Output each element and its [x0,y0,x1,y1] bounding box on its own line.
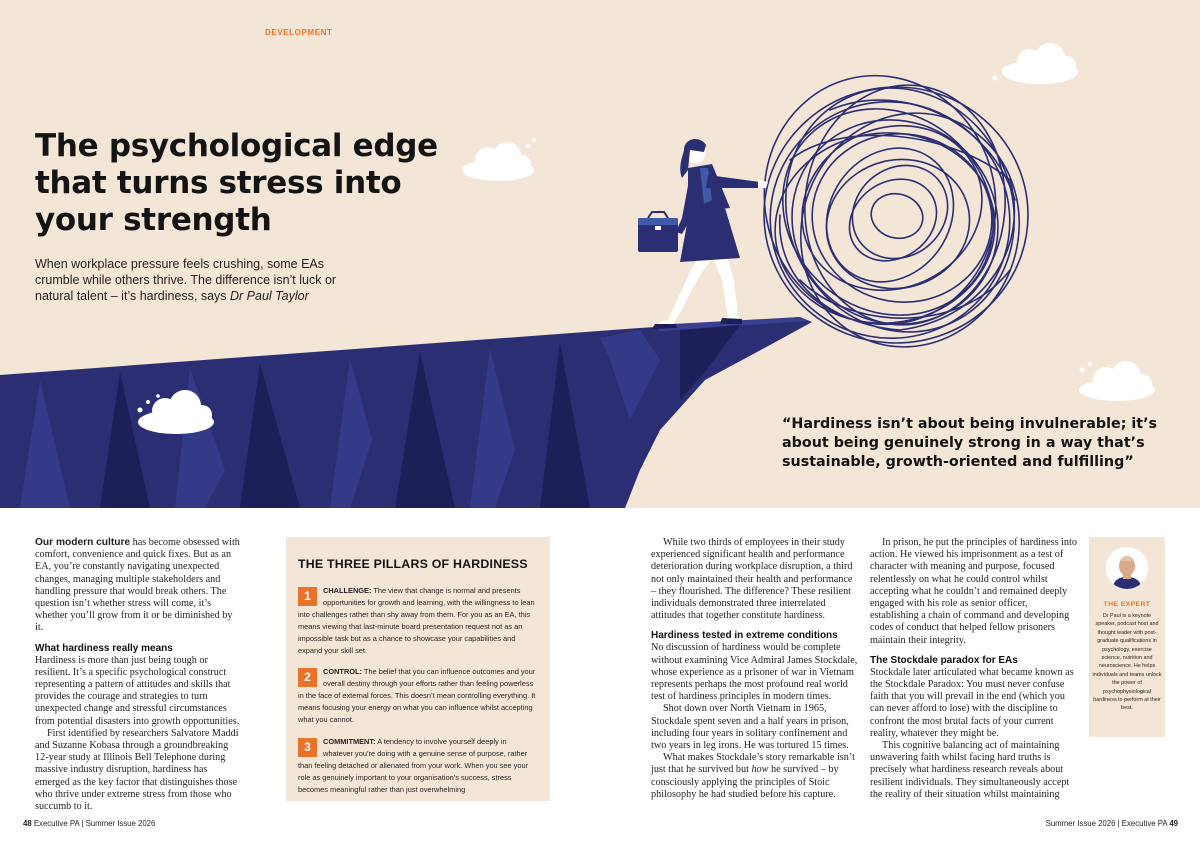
body-paragraph: No discussion of hardiness would be complete without examining Vice Admiral James Stockdale, whose experience as a prisoner of war in Vietnam represents perhaps the most profound real world test of hardiness principles in modern times. [651,642,858,703]
subheading-extreme-conditions: Hardiness tested in extreme conditions [651,630,838,642]
folio-right: Summer Issue 2026 | Executive PA 49 [1045,819,1178,828]
pillar-commitment: 3 COMMITMENT: A tendency to involve yourself deeply in whatever you’re doing with a genuine sense of purpose, rather than feeling detached or alienated from your work. When you see your role as genuinely important to your organisation’s success, stress becomes meaningful rather than just overwhelming [298,736,529,794]
pillars-box-title: THE THREE PILLARS OF HARDINESS [298,557,528,571]
lead-in: Our modern culture [35,537,131,548]
folio-left: 48 Executive PA | Summer Issue 2026 [23,819,156,828]
pillar-number: 1 [298,587,317,606]
intro-paragraph: Our modern culture has become obsessed with comfort, convenience and quick fixes. But as an EA, you’re constantly navigating unexpected changes, managing multiple stakeholders and handling pressure that would break others. The question isn’t whether stress will come, it’s whether you’ll grow from it or be diminished by it. [35,537,240,634]
pillar-number: 3 [298,738,317,757]
body-paragraph: While two thirds of employees in their study experienced significant health and performance deterioration during workplace disruption, a third not only maintained their health and performance – they flourished. The difference? These resilient individuals demonstrated three interrelated attitudes that together constitute hardiness. [651,537,853,622]
body-paragraph: Hardiness is more than just being tough or resilient. It’s a specific psychological construct representing a pattern of attitudes and skills that provides the courage and strategies to turn unexpected change and stressful circumstances from potential disasters into growth opportunities. [35,654,240,727]
body-column-3 [651,537,859,801]
standfirst-author: Dr Paul Taylor [230,289,309,303]
cloud-icon [993,43,1079,84]
headline: The psychological edge that turns stress into your strength [35,128,438,238]
section-tag: DEVELOPMENT [265,28,333,37]
pull-quote: “Hardiness isn’t about being invulnerable; it’s about being genuinely strong in a way that’s sustainable, growth-oriented and fulfilling” [782,416,1158,470]
body-paragraph: In prison, he put the principles of hardiness into action. He viewed his imprisonment as a test of character with meaning and purpose, focused relentlessly on what he could control whilst accepting what he couldn’t and remained deeply engaged with his role as senior officer, establishing a chain of command and developing codes of conduct that helped fellow prisoners maintain their integrity. [870,537,1077,646]
body-paragraph: What makes Stockdale’s story remarkable isn’t just that he survived but how he survived – by consciously applying the principles of Stoic philosophy he had studied before his capture. [651,752,855,800]
pillars-box [286,537,550,801]
pillar-challenge: 1 CHALLENGE: The view that change is normal and presents opportunities for growth and learning, with the willingness to lean into challenges rather than shy away from them. For you as an EA, this means viewing that last-minute board presentation request not as an impossible task but as a chance to showcase your capabilities and expand your skill set. [298,586,535,655]
standfirst [35,256,365,304]
cloud-icon [1079,361,1155,401]
expert-title: THE EXPERT [1103,601,1151,608]
page-number: 49 [1169,819,1178,828]
pillar-control: 2 CONTROL: The belief that you can influence outcomes and your overall destiny through your efforts rather than feeling powerless in the face of external forces. This doesn’t mean controlling everything. It means focusing your energy on what you can influence whilst accepting what you cannot. [298,667,536,725]
page-number: 48 [23,819,32,828]
body-column-4 [870,537,1078,801]
briefcase-icon [638,212,678,252]
subheading-what-hardiness-means: What hardiness really means [35,642,173,654]
body-paragraph: This cognitive balancing act of maintaining unwavering faith whilst facing hard truths is precisely what hardiness research reveals about resilient individuals. They simultaneously accept the reality of their situation whilst maintaining [870,740,1070,800]
subheading-stockdale-paradox: The Stockdale paradox for EAs [870,654,1018,666]
avatar [1106,547,1148,589]
standfirst-text: When workplace pressure feels crushing, some EAs crumble while others thrive. The difference isn’t luck or natural talent – it’s hardiness, says [35,257,337,303]
body-paragraph: Stockdale later articulated what became known as the Stockdale Paradox: You must never confuse faith that you will prevail in the end (which you can never afford to lose) with the discipline to confront the most brutal facts of your current reality, whatever they might be. [870,666,1074,739]
expert-sidebar [1089,537,1165,737]
body-paragraph: First identified by researchers Salvatore Maddi and Suzanne Kobasa through a groundbreaking 12-year study at Illinois Bell Telephone during massive industry disruption, hardiness has emerged as the key factor that distinguishes those who thrive under extreme stress from those who succumb to it. [35,727,239,813]
cliff-shape [0,317,812,508]
woman-figure [638,139,768,329]
cloud-icon [462,138,536,181]
body-column-1 [35,537,243,813]
pillar-number: 2 [298,668,317,687]
expert-bio: Dr Paul is a keynote speaker, podcast host and thought leader with post-graduate qualifications in psychology, exercise science, nutrition and neuroscience. He helps individuals and teams unlock the power of psychophysiological hardiness to perform at their best. [1092,613,1162,712]
body-paragraph: Shot down over North Vietnam in 1965, Stockdale spent seven and a half years in prison, including four years in solitary confinement and two years in leg irons. He was tortured 15 times. [651,703,849,752]
